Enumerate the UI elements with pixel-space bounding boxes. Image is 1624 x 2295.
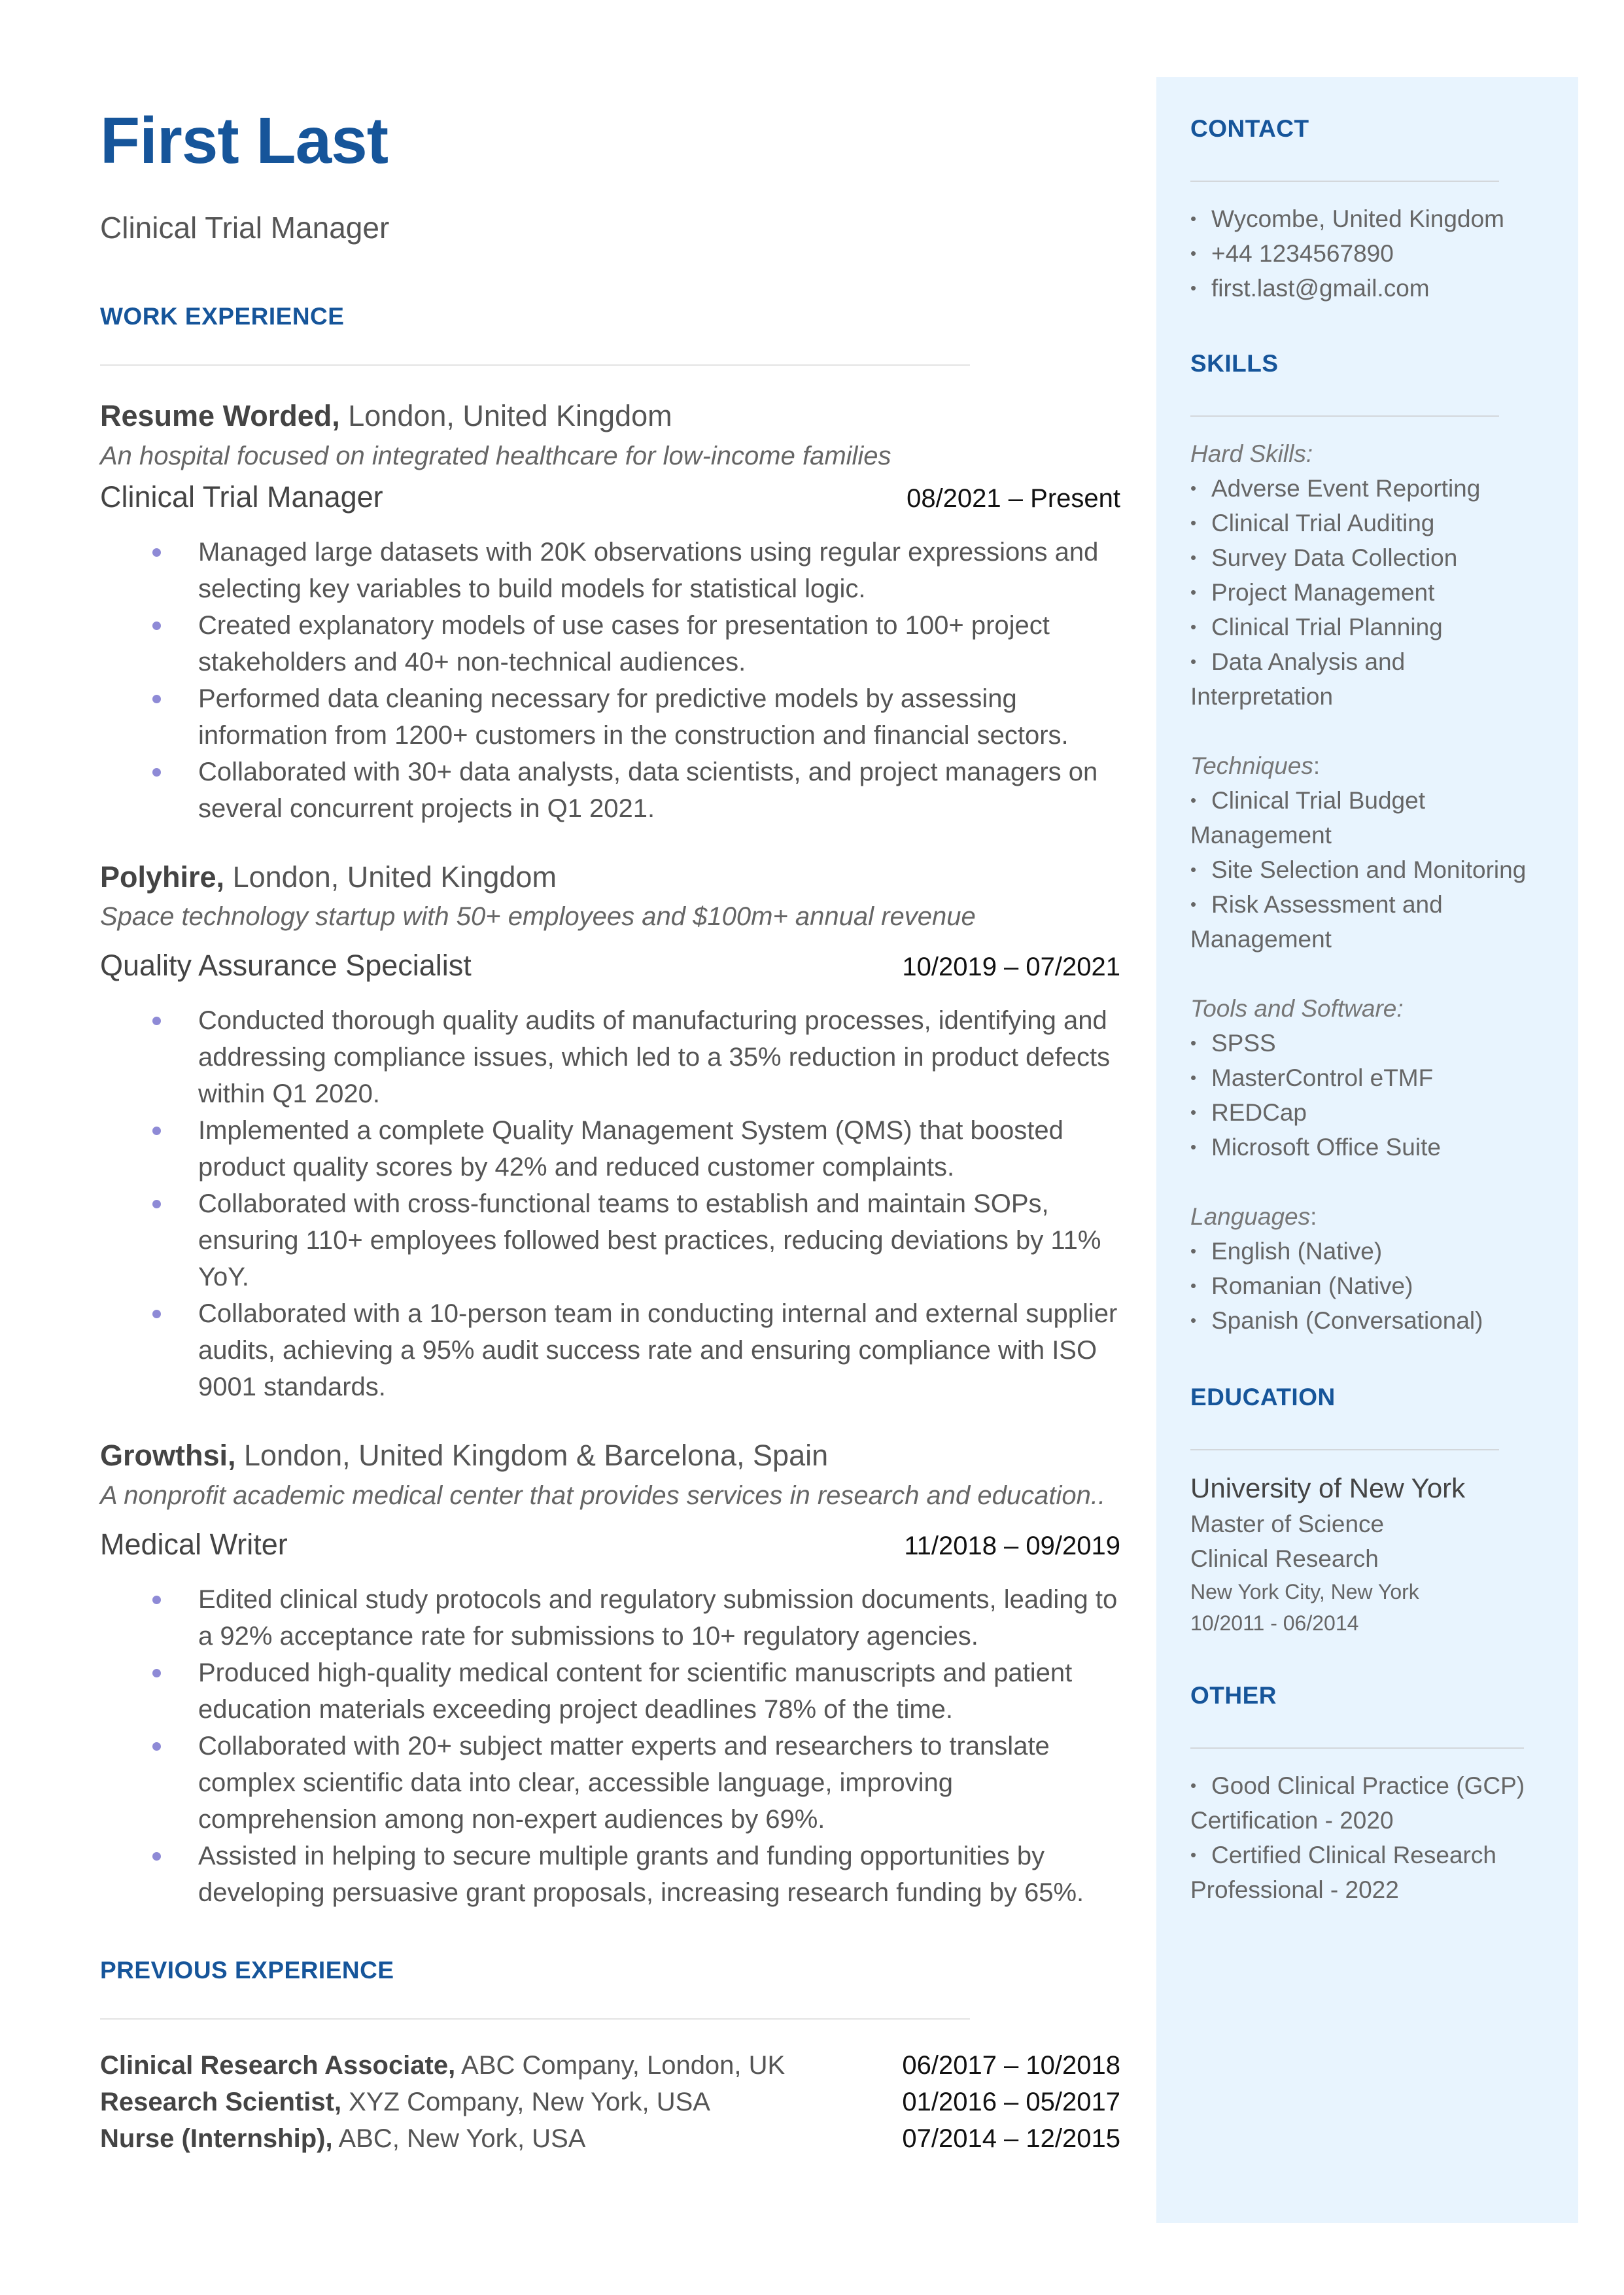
bullet-icon: • [1190, 652, 1197, 671]
bullet-item [100, 1581, 1120, 1655]
skill-item-continued: Management [1190, 926, 1332, 953]
bullet-dot-icon [152, 1852, 161, 1861]
bullet-item [100, 1655, 1120, 1728]
skills-category-techniques: Techniques: [1190, 752, 1321, 779]
bullet-icon: • [1190, 1102, 1197, 1122]
skill-item: • Microsoft Office Suite [1190, 1130, 1570, 1165]
skill-item: • Adverse Event Reporting [1190, 471, 1570, 506]
bullet-item [100, 1295, 1120, 1405]
other-item-continued: Certification - 2020 [1190, 1807, 1394, 1834]
bullet-item [100, 1185, 1120, 1295]
bullet-text: Collaborated with 30+ data analysts, data scientists, and project managers on several concurrent projects in Q1 2021. [198, 757, 1098, 823]
job-dates: 08/2021 – Present [907, 483, 1120, 513]
bullet-text: Collaborated with a 10-person team in conducting internal and external supplier audits, achieving a 95% audit success rate and ensuring compliance with ISO 9001 standards. [198, 1299, 1118, 1401]
job-role: Quality Assurance Specialist [100, 949, 472, 982]
job-dates: 11/2018 – 09/2019 [904, 1531, 1120, 1560]
contact-email[interactable]: • first.last@gmail.com [1190, 271, 1570, 306]
education-location: New York City, New York [1190, 1580, 1419, 1603]
skill-item: • Clinical Trial Auditing [1190, 506, 1570, 540]
bullet-dot-icon [152, 1596, 161, 1604]
sidebar [1156, 77, 1578, 2223]
bullet-icon: • [1190, 513, 1197, 533]
bullet-dot-icon [152, 622, 161, 630]
skill-item-continued: Management [1190, 822, 1332, 849]
other-item-continued: Professional - 2022 [1190, 1876, 1399, 1903]
bullet-icon: • [1190, 548, 1197, 567]
job-bullets [100, 1002, 1120, 1405]
job-entry [100, 397, 1120, 827]
education-degree: Master of Science [1190, 1511, 1385, 1537]
bullet-text: Created explanatory models of use cases for presentation to 100+ project stakeholders and 40+ non-technical audiences. [198, 610, 1050, 676]
skill-item: • MasterControl eTMF [1190, 1060, 1570, 1095]
job-location: London, United Kingdom [339, 399, 672, 432]
sidebar-divider [1190, 415, 1499, 417]
bullet-text: Performed data cleaning necessary for predictive models by assessing information from 1200+ customers in the construction and financial sectors. [198, 684, 1069, 750]
skills-list [1190, 436, 1570, 1338]
contact-list [1190, 201, 1570, 306]
job-description: An hospital focused on integrated healthcare for low-income families [100, 441, 891, 470]
education-entry [1190, 1470, 1570, 1639]
skills-category-hard: Hard Skills: [1190, 440, 1313, 467]
job-location: London, United Kingdom & Barcelona, Spain [235, 1439, 829, 1472]
job-company: Polyhire, [100, 860, 225, 894]
other-heading: OTHER [1190, 1682, 1277, 1709]
bullet-icon: • [1190, 1776, 1197, 1795]
skill-item: • Romanian (Native) [1190, 1269, 1570, 1303]
bullet-text: Edited clinical study protocols and regulatory submission documents, leading to a 92% acceptance rate for submissions to 10+ regulatory agencies. [198, 1585, 1118, 1651]
previous-experience-row [100, 2084, 1120, 2120]
job-role-row [100, 480, 1120, 514]
bullet-icon: • [1190, 209, 1197, 228]
bullet-dot-icon [152, 1127, 161, 1135]
job-entry [100, 1437, 1120, 1911]
bullet-icon: • [1190, 1845, 1197, 1865]
bullet-icon: • [1190, 1033, 1197, 1053]
job-role: Clinical Trial Manager [100, 480, 383, 514]
bullet-icon: • [1190, 894, 1197, 914]
education-dates: 10/2011 - 06/2014 [1190, 1611, 1359, 1635]
bullet-dot-icon [152, 695, 161, 703]
bullet-item [100, 1002, 1120, 1112]
job-role: Medical Writer [100, 1527, 288, 1561]
education-field: Clinical Research [1190, 1545, 1379, 1572]
bullet-item [100, 607, 1120, 680]
contact-heading: CONTACT [1190, 115, 1309, 142]
previous-dates: 07/2014 – 12/2015 [902, 2124, 1120, 2153]
job-company-line [100, 858, 1120, 897]
skill-item: • Clinical Trial Planning [1190, 610, 1570, 644]
skill-item: • Survey Data Collection [1190, 540, 1570, 575]
job-bullets [100, 1581, 1120, 1911]
bullet-icon: • [1190, 243, 1197, 263]
skill-item: • SPSS [1190, 1026, 1570, 1060]
skill-item: • Site Selection and Monitoring [1190, 852, 1570, 887]
job-company-line [100, 397, 1120, 436]
bullet-text: Implemented a complete Quality Management System (QMS) that boosted product quality scores by 42% and reduced customer complaints. [198, 1116, 1063, 1182]
bullet-text: Managed large datasets with 20K observations using regular expressions and selecting key variables to build models for statistical logic. [198, 537, 1099, 603]
job-entry [100, 858, 1120, 1406]
skills-heading: SKILLS [1190, 350, 1279, 377]
candidate-name: First Last [100, 104, 389, 177]
bullet-dot-icon [152, 1742, 161, 1751]
bullet-text: Collaborated with cross-functional teams to establish and maintain SOPs, ensuring 110+ employees followed best practices, reducing deviations by 11% YoY. [198, 1189, 1101, 1291]
bullet-icon: • [1190, 1276, 1197, 1295]
bullet-item [100, 534, 1120, 607]
bullet-item [100, 680, 1120, 754]
previous-experience-list [100, 2047, 1120, 2157]
job-location: London, United Kingdom [224, 860, 557, 894]
sidebar-divider [1190, 181, 1499, 182]
previous-org: XYZ Company, New York, USA [341, 2087, 710, 2116]
bullet-dot-icon [152, 1669, 161, 1677]
sidebar-divider [1190, 1747, 1524, 1749]
previous-role: Nurse (Internship), [100, 2124, 333, 2153]
contact-location: • Wycombe, United Kingdom [1190, 201, 1570, 236]
bullet-text: Collaborated with 20+ subject matter experts and researchers to translate complex scientific data into clear, accessible language, improving comprehension among non-expert audiences by 69%. [198, 1731, 1050, 1834]
skill-item: • Project Management [1190, 575, 1570, 610]
previous-role: Clinical Research Associate, [100, 2050, 456, 2080]
previous-org: ABC, New York, USA [332, 2124, 586, 2153]
job-company-line [100, 1437, 1120, 1475]
skill-item: • Risk Assessment and [1190, 887, 1570, 922]
other-item: • Good Clinical Practice (GCP) [1190, 1768, 1570, 1803]
skills-category-tools: Tools and Software: [1190, 995, 1404, 1022]
skill-item: • English (Native) [1190, 1234, 1570, 1269]
bullet-dot-icon [152, 1200, 161, 1208]
bullet-icon: • [1190, 860, 1197, 879]
bullet-dot-icon [152, 1017, 161, 1025]
sidebar-divider [1190, 1449, 1499, 1450]
previous-dates: 06/2017 – 10/2018 [902, 2050, 1120, 2080]
skill-item: • Clinical Trial Budget [1190, 783, 1570, 818]
bullet-icon: • [1190, 617, 1197, 637]
bullet-item [100, 1728, 1120, 1838]
candidate-title: Clinical Trial Manager [100, 211, 390, 245]
work-experience-heading: WORK EXPERIENCE [100, 303, 345, 330]
previous-role: Research Scientist, [100, 2087, 342, 2116]
bullet-icon: • [1190, 1241, 1197, 1261]
education-school: University of New York [1190, 1473, 1466, 1503]
job-role-row [100, 949, 1120, 983]
job-dates: 10/2019 – 07/2021 [902, 953, 1120, 981]
previous-experience-heading: PREVIOUS EXPERIENCE [100, 1956, 394, 1984]
bullet-text: Assisted in helping to secure multiple grants and funding opportunities by developing persuasive grant proposals, increasing research funding by 65%. [198, 1841, 1084, 1907]
bullet-icon: • [1190, 1137, 1197, 1157]
contact-phone: • +44 1234567890 [1190, 236, 1570, 271]
bullet-text: Conducted thorough quality audits of manufacturing processes, identifying and addressing compliance issues, which led to a 35% reduction in product defects within Q1 2020. [198, 1006, 1111, 1108]
bullet-icon: • [1190, 1310, 1197, 1330]
main-column [100, 104, 1120, 2157]
bullet-dot-icon [152, 1310, 161, 1318]
bullet-icon: • [1190, 790, 1197, 810]
bullet-icon: • [1190, 1068, 1197, 1087]
previous-org: ABC Company, London, UK [455, 2050, 786, 2080]
bullet-item [100, 1112, 1120, 1185]
job-description: Space technology startup with 50+ employees and $100m+ annual revenue [100, 902, 976, 931]
skill-item: • REDCap [1190, 1095, 1570, 1130]
bullet-icon: • [1190, 278, 1197, 298]
job-company: Growthsi, [100, 1439, 236, 1472]
skill-item: • Data Analysis and [1190, 644, 1570, 679]
skill-item-continued: Interpretation [1190, 683, 1334, 710]
other-item: • Certified Clinical Research [1190, 1838, 1570, 1872]
bullet-dot-icon [152, 768, 161, 777]
section-divider [100, 2018, 970, 2020]
bullet-item [100, 1838, 1120, 1911]
bullet-dot-icon [152, 548, 161, 557]
section-divider [100, 364, 970, 366]
skill-item: • Spanish (Conversational) [1190, 1303, 1570, 1338]
job-role-row [100, 1528, 1120, 1562]
job-bullets [100, 534, 1120, 827]
previous-experience-row [100, 2047, 1120, 2084]
education-heading: EDUCATION [1190, 1384, 1336, 1410]
job-description: A nonprofit academic medical center that provides services in research and education.. [100, 1480, 1106, 1510]
job-company: Resume Worded, [100, 399, 340, 432]
bullet-item [100, 754, 1120, 827]
sidebar-content [1190, 115, 1570, 1907]
other-list [1190, 1768, 1570, 1907]
skills-category-languages: Languages: [1190, 1203, 1317, 1230]
previous-dates: 01/2016 – 05/2017 [902, 2087, 1120, 2116]
previous-experience-row [100, 2120, 1120, 2157]
bullet-text: Produced high-quality medical content for scientific manuscripts and patient education materials exceeding project deadlines 78% of the time. [198, 1658, 1073, 1724]
bullet-icon: • [1190, 582, 1197, 602]
bullet-icon: • [1190, 478, 1197, 498]
